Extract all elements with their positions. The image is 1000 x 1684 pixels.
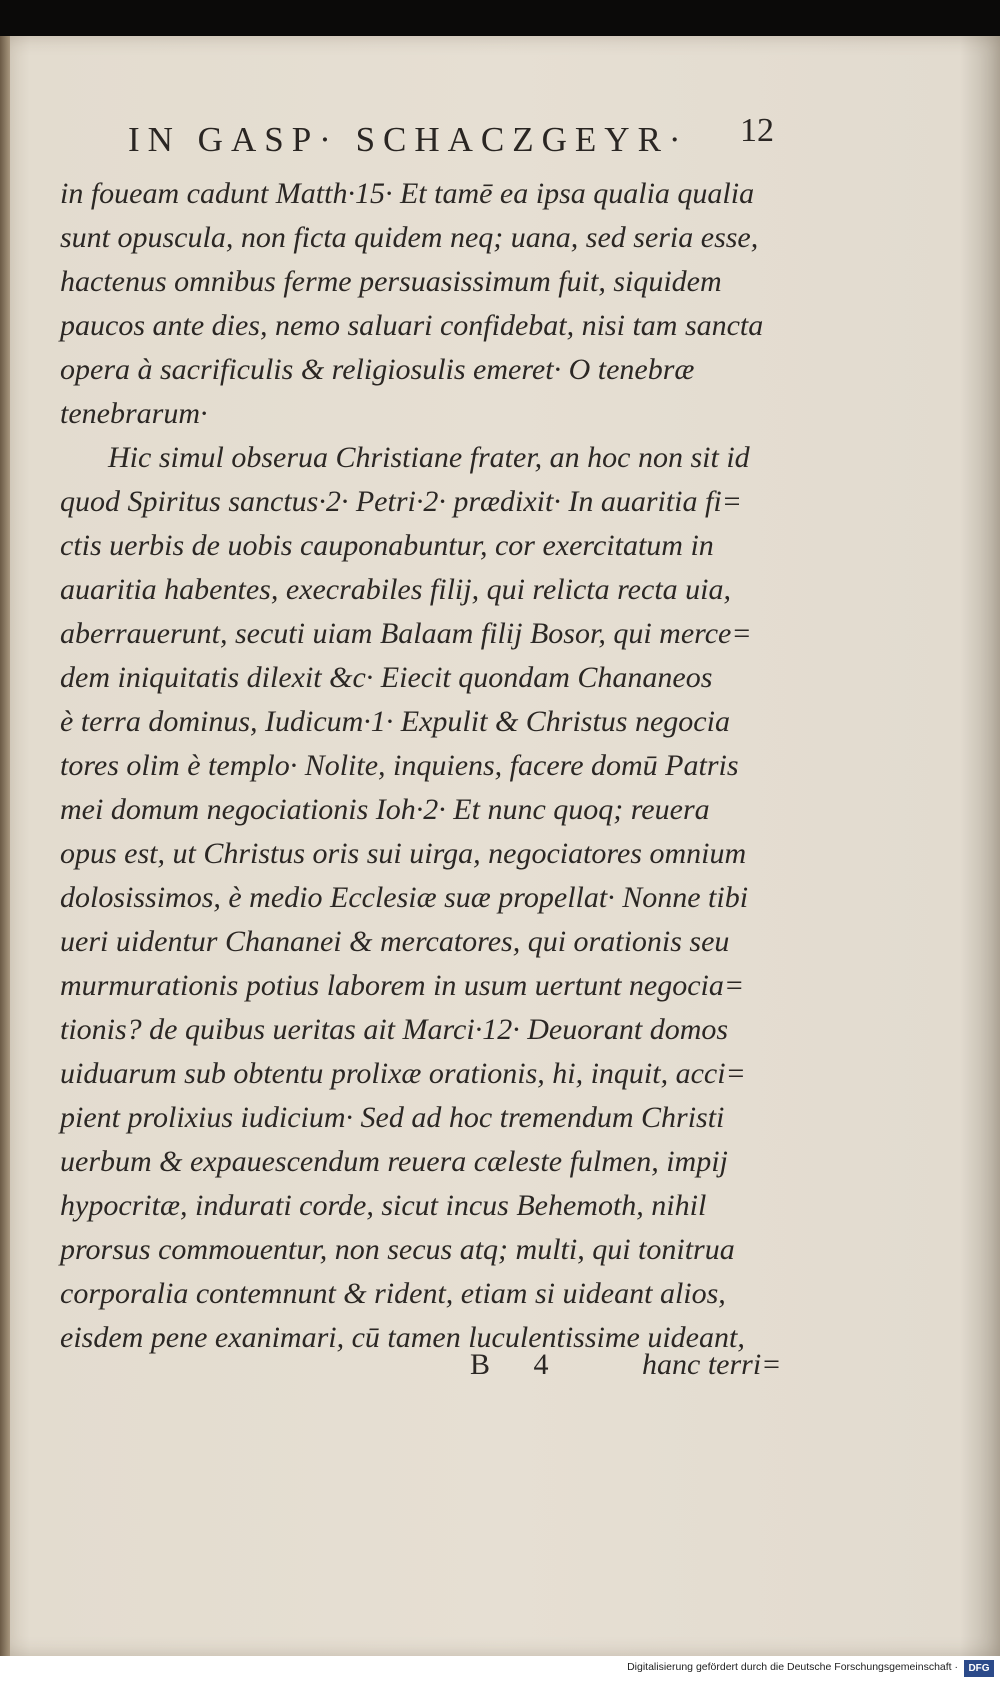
text-line: opus est, ut Christus oris sui uirga, negociatores omnium xyxy=(60,837,747,870)
text-line: aberrauerunt, secuti uiam Balaam filij Bosor, qui merce= xyxy=(60,617,752,650)
text-line: sunt opuscula, non ficta quidem neq; uana, sed seria esse, xyxy=(60,221,759,254)
text-line: ctis uerbis de uobis cauponabuntur, cor exercitatum in xyxy=(60,529,714,562)
text-line: paucos ante dies, nemo saluari confidebat, nisi tam sancta xyxy=(60,309,764,342)
text-line: uerbum & expauescendum reuera cæleste fulmen, impij xyxy=(60,1145,728,1178)
text-line: mei domum negociationis Ioh·2· Et nunc quoq; reuera xyxy=(60,793,710,826)
signature-mark: B 4 xyxy=(470,1348,567,1381)
text-line: hypocritæ, indurati corde, sicut incus Behemoth, nihil xyxy=(60,1189,707,1222)
text-line: auaritia habentes, execrabiles filij, qui relicta recta uia, xyxy=(60,573,731,606)
text-line: pient prolixius iudicium· Sed ad hoc tremendum Christi xyxy=(60,1101,725,1134)
catchword: hanc terri= xyxy=(642,1348,782,1381)
funding-credit: Digitalisierung gefördert durch die Deutsche Forschungsgemeinschaft · xyxy=(627,1661,958,1673)
folio-number: 12 xyxy=(740,112,774,149)
text-line: hactenus omnibus ferme persuasissimum fuit, siquidem xyxy=(60,265,722,298)
page-gutter xyxy=(0,36,10,1656)
text-line: uiduarum sub obtentu prolixæ orationis, hi, inquit, acci= xyxy=(60,1057,746,1090)
text-line: è terra dominus, Iudicum·1· Expulit & Christus negocia xyxy=(60,705,730,738)
footer-bar xyxy=(0,1656,1000,1684)
text-line: eisdem pene exanimari, cū tamen luculentissime uideant, xyxy=(60,1321,745,1354)
text-line: prorsus commouentur, non secus atq; multi, qui tonitrua xyxy=(60,1233,735,1266)
text-line: ueri uidentur Chananei & mercatores, qui orationis seu xyxy=(60,925,730,958)
text-line: dolosissimos, è medio Ecclesiæ suæ propellat· Nonne tibi xyxy=(60,881,749,914)
text-line: quod Spiritus sanctus·2· Petri·2· prædixit· In auaritia fi= xyxy=(60,485,742,518)
text-line: tores olim è templo· Nolite, inquiens, facere domū Patris xyxy=(60,749,739,782)
text-line: corporalia contemnunt & rident, etiam si uideant alios, xyxy=(60,1277,726,1310)
running-title: IN GASP· SCHACZGEYR· xyxy=(128,120,689,159)
text-line: tenebrarum· xyxy=(60,397,208,430)
text-line: in foueam cadunt Matth·15· Et tamē ea ipsa qualia qualia xyxy=(60,177,755,210)
text-line: Hic simul obserua Christiane frater, an hoc non sit id xyxy=(108,441,750,474)
text-line: murmurationis potius laborem in usum uertunt negocia= xyxy=(60,969,745,1002)
text-line: tionis? de quibus ueritas ait Marci·12· Deuorant domos xyxy=(60,1013,729,1046)
dfg-logo: DFG xyxy=(964,1660,994,1677)
text-line: dem iniquitatis dilexit &c· Eiecit quondam Chananeos xyxy=(60,661,713,694)
body-text xyxy=(60,172,780,1360)
text-line: opera à sacrificulis & religiosulis emeret· O tenebræ xyxy=(60,353,695,386)
